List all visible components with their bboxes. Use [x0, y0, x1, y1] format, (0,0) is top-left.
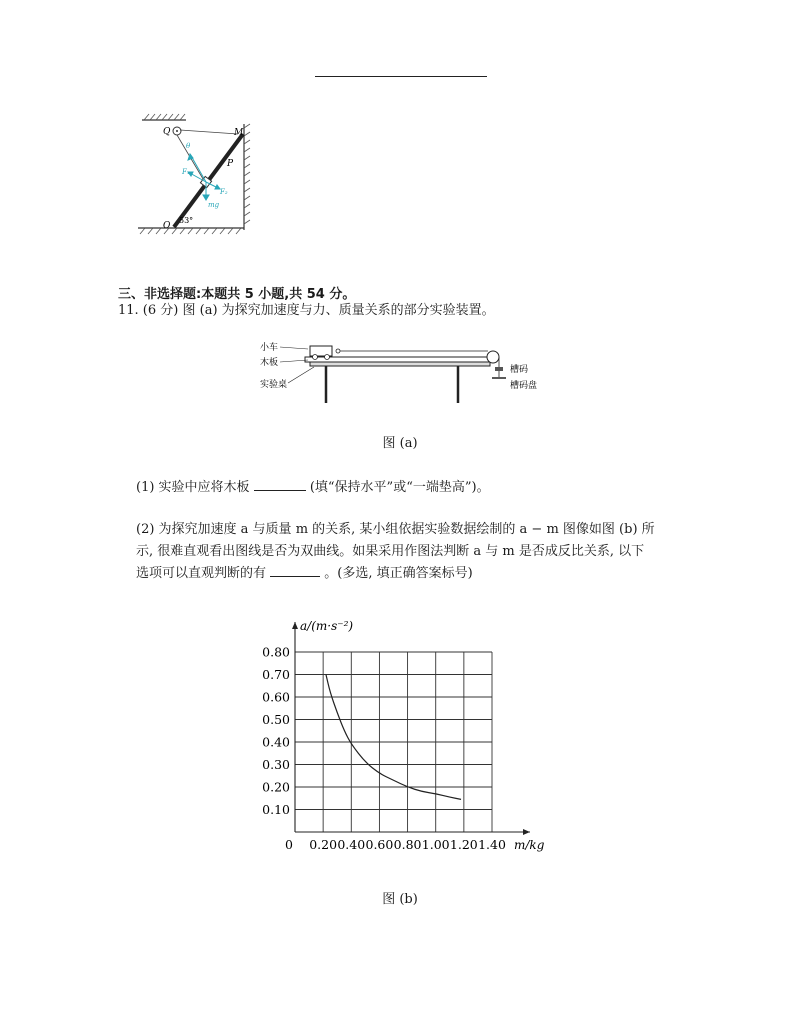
- a-m-chart: [262, 614, 552, 864]
- x-tick-label: 1.40: [478, 837, 506, 852]
- board: [305, 357, 495, 362]
- label-board: 木板: [260, 358, 279, 368]
- pulley: [487, 351, 499, 363]
- label-theta: θ: [186, 142, 191, 150]
- y-axis-arrow: [292, 622, 298, 629]
- chart-series: [326, 675, 461, 800]
- floor-hatch: [140, 228, 241, 234]
- x-tick-label: 0.40: [337, 837, 366, 852]
- string-qp: [177, 135, 206, 184]
- label-f2: F₂: [220, 188, 228, 196]
- figure-b-caption: 图 (b): [382, 892, 418, 907]
- label-q: Q: [163, 127, 171, 137]
- label-p: P: [227, 159, 234, 169]
- label-m: M: [234, 128, 244, 138]
- series-line-a-m: [326, 675, 461, 800]
- label-mg: mg: [208, 201, 220, 209]
- part1-text-before: (1) 实验中应将木板: [136, 480, 250, 495]
- label-angle: 53°: [179, 216, 194, 225]
- part1-answer-blank[interactable]: [254, 490, 306, 491]
- label-cart: 小车: [260, 343, 279, 353]
- part1: [136, 477, 490, 499]
- answer-line: [315, 76, 487, 77]
- x-tick-label: 0.60: [365, 837, 394, 852]
- x-axis-arrow: [523, 829, 530, 835]
- question-intro: 11. (6 分) 图 (a) 为探究加速度与力、质量关系的部分实验装置。: [118, 303, 495, 318]
- part2-line1: (2) 为探究加速度 a 与质量 m 的关系, 某小组依据实验数据绘制的 a − m 图像如图 (b) 所: [136, 522, 655, 537]
- part1-text-after: (填“保持水平”或“一端垫高”)。: [309, 480, 490, 495]
- table-top: [310, 362, 490, 366]
- label-o: O: [163, 221, 171, 231]
- cart: [310, 346, 332, 356]
- label-pan: 槽码盘: [510, 381, 538, 391]
- part2-answer-blank[interactable]: [270, 576, 320, 577]
- x-tick-label: 1.20: [449, 837, 478, 852]
- y-tick-label: 0.10: [262, 802, 290, 817]
- force-arrows: [188, 154, 220, 200]
- label-table: 实验桌: [260, 380, 288, 390]
- weight: [495, 367, 503, 371]
- y-tick-label: 0.40: [262, 734, 290, 750]
- string-qm: [180, 130, 238, 134]
- section-heading: 三、非选择题:本题共 5 小题,共 54 分。: [118, 287, 356, 302]
- ceiling-hatch: [144, 114, 185, 120]
- y-tick-label: 0.20: [262, 779, 290, 795]
- chart-x-label: m/kg: [514, 838, 545, 852]
- x-tick-label: 0.20: [309, 837, 338, 852]
- wall-hatch: [244, 124, 250, 224]
- x-tick-label: 1.00: [421, 837, 450, 852]
- y-tick-label: 0.80: [262, 644, 290, 660]
- part2-line3: [136, 563, 473, 585]
- force-diagram: [130, 112, 255, 240]
- x-tick-label: 0.80: [393, 837, 422, 852]
- apparatus-figure: [258, 335, 548, 410]
- chart-ticks: [262, 645, 506, 853]
- y-tick-label: 0.50: [262, 712, 290, 727]
- y-tick-label: 0.30: [262, 757, 290, 772]
- part2-line2: 示, 很难直观看出图线是否为双曲线。如果采用作图法判断 a 与 m 是否成反比关系, 以下: [136, 544, 645, 559]
- chart-axes: [292, 622, 530, 835]
- chart-grid: [295, 652, 492, 832]
- chart-y-label: a/(m·s⁻²): [300, 619, 354, 633]
- part2-text-after: 。(多选, 填正确答案标号): [324, 566, 473, 581]
- label-weight: 槽码: [510, 365, 529, 375]
- y-tick-label: 0.70: [262, 667, 290, 682]
- part2-text-before: 选项可以直观判断的有: [136, 566, 267, 581]
- label-f1: F₁: [182, 168, 190, 176]
- figure-a-caption: 图 (a): [382, 436, 418, 451]
- x-tick-label: 0: [285, 837, 293, 852]
- y-tick-label: 0.60: [262, 689, 290, 705]
